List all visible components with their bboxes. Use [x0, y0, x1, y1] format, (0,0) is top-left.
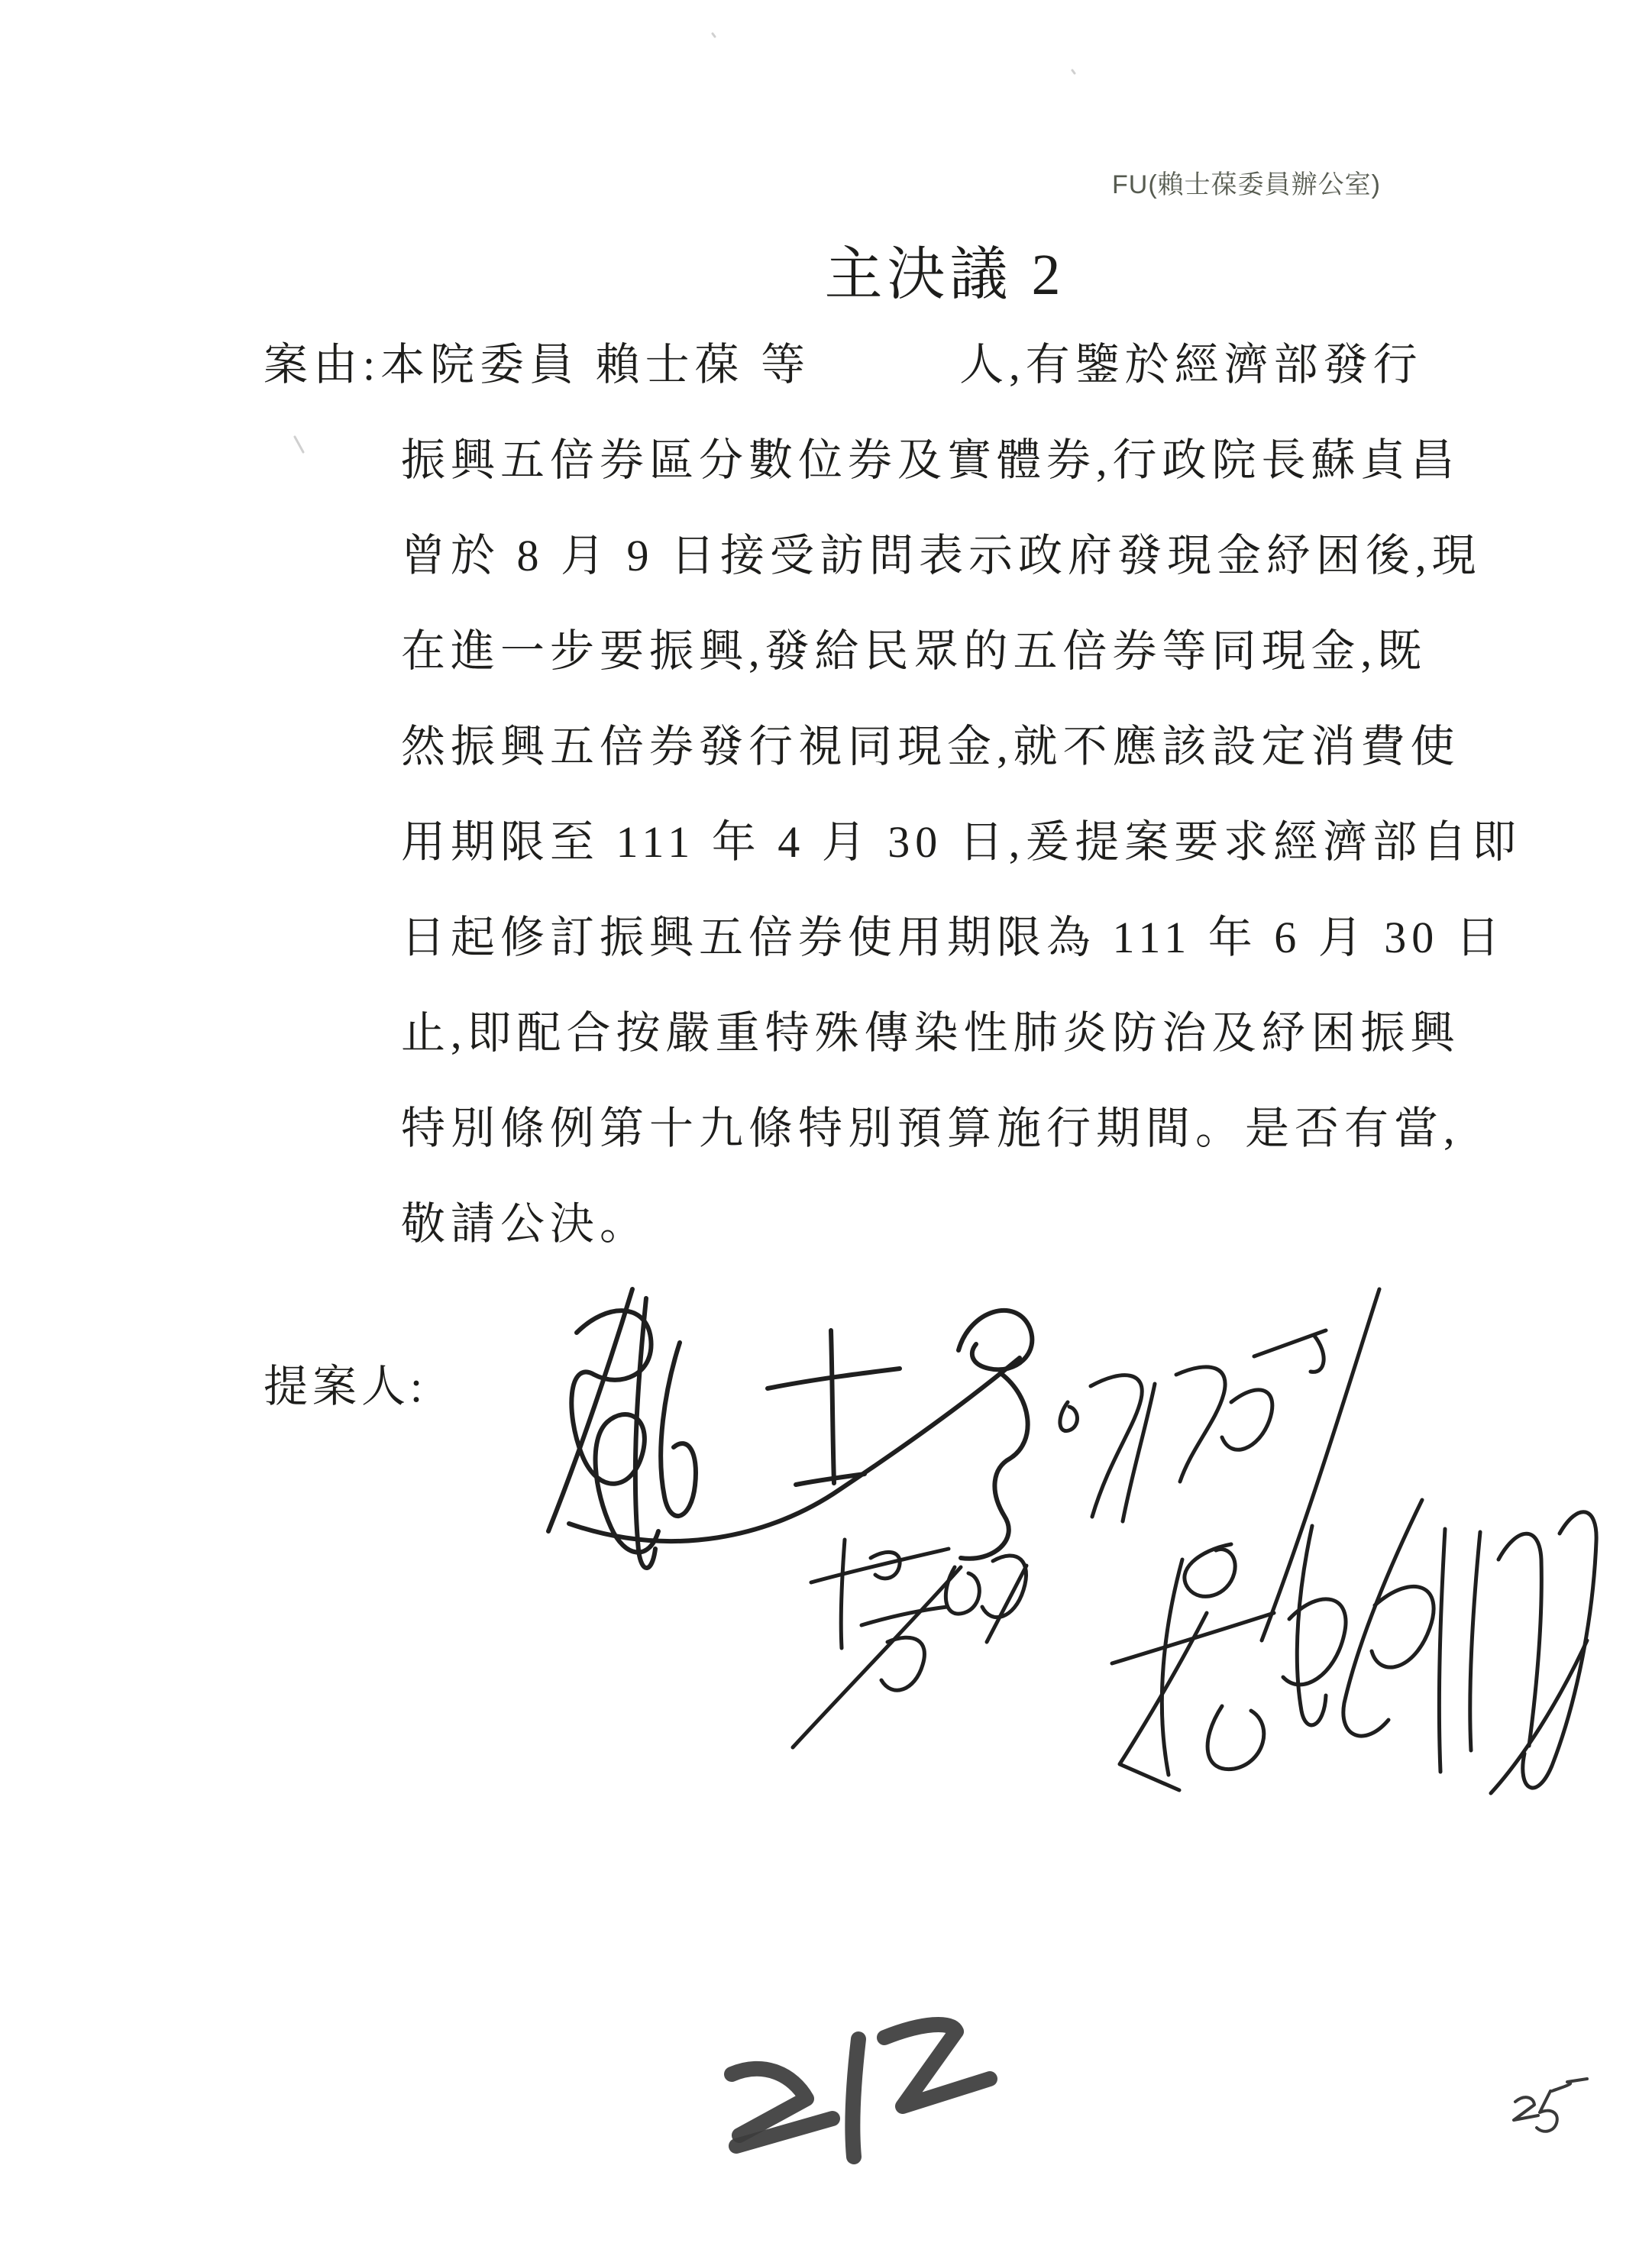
case-line: 在進一步要振興,發給民眾的五倍券等同現金,既	[401, 626, 1427, 676]
case-line: 曾於 8 月 9 日接受訪問表示政府發現金紓困後,現	[401, 531, 1482, 580]
handwritten-page-number	[732, 2025, 990, 2157]
case-line: 特別條例第十九條特別預算施行期間。是否有當,	[401, 1104, 1460, 1153]
page-title: 主決議 2	[824, 243, 1065, 307]
signature-cosigner-3	[1112, 1500, 1596, 1793]
signature-proposer-1	[548, 1289, 1032, 1568]
case-line: 案由:本院委員 賴士葆 等 人,有鑒於經濟部發行	[263, 340, 1423, 389]
case-line: 然振興五倍券發行視同現金,就不應該設定消費使	[401, 722, 1460, 771]
signature-cosigner-2	[793, 1540, 1026, 1747]
proposer-label: 提案人:	[263, 1362, 428, 1411]
signature-cosigner-1	[1060, 1289, 1379, 1640]
handwritten-corner-number	[1514, 2079, 1587, 2132]
case-line: 用期限至 111 年 4 月 30 日,爰提案要求經濟部自即	[401, 817, 1522, 867]
case-line: 振興五倍券區分數位券及實體券,行政院長蘇貞昌	[401, 435, 1460, 485]
header-office-note: FU(賴士葆委員辦公室)	[1112, 170, 1381, 199]
case-line: 日起修訂振興五倍券使用期限為 111 年 6 月 30 日	[401, 913, 1505, 962]
scan-speck	[713, 34, 715, 37]
case-description	[263, 317, 1562, 1272]
scan-speck	[1072, 70, 1075, 73]
case-line: 敬請公決。	[401, 1199, 650, 1249]
case-line: 止,即配合按嚴重特殊傳染性肺炎防治及紓困振興	[401, 1008, 1460, 1058]
